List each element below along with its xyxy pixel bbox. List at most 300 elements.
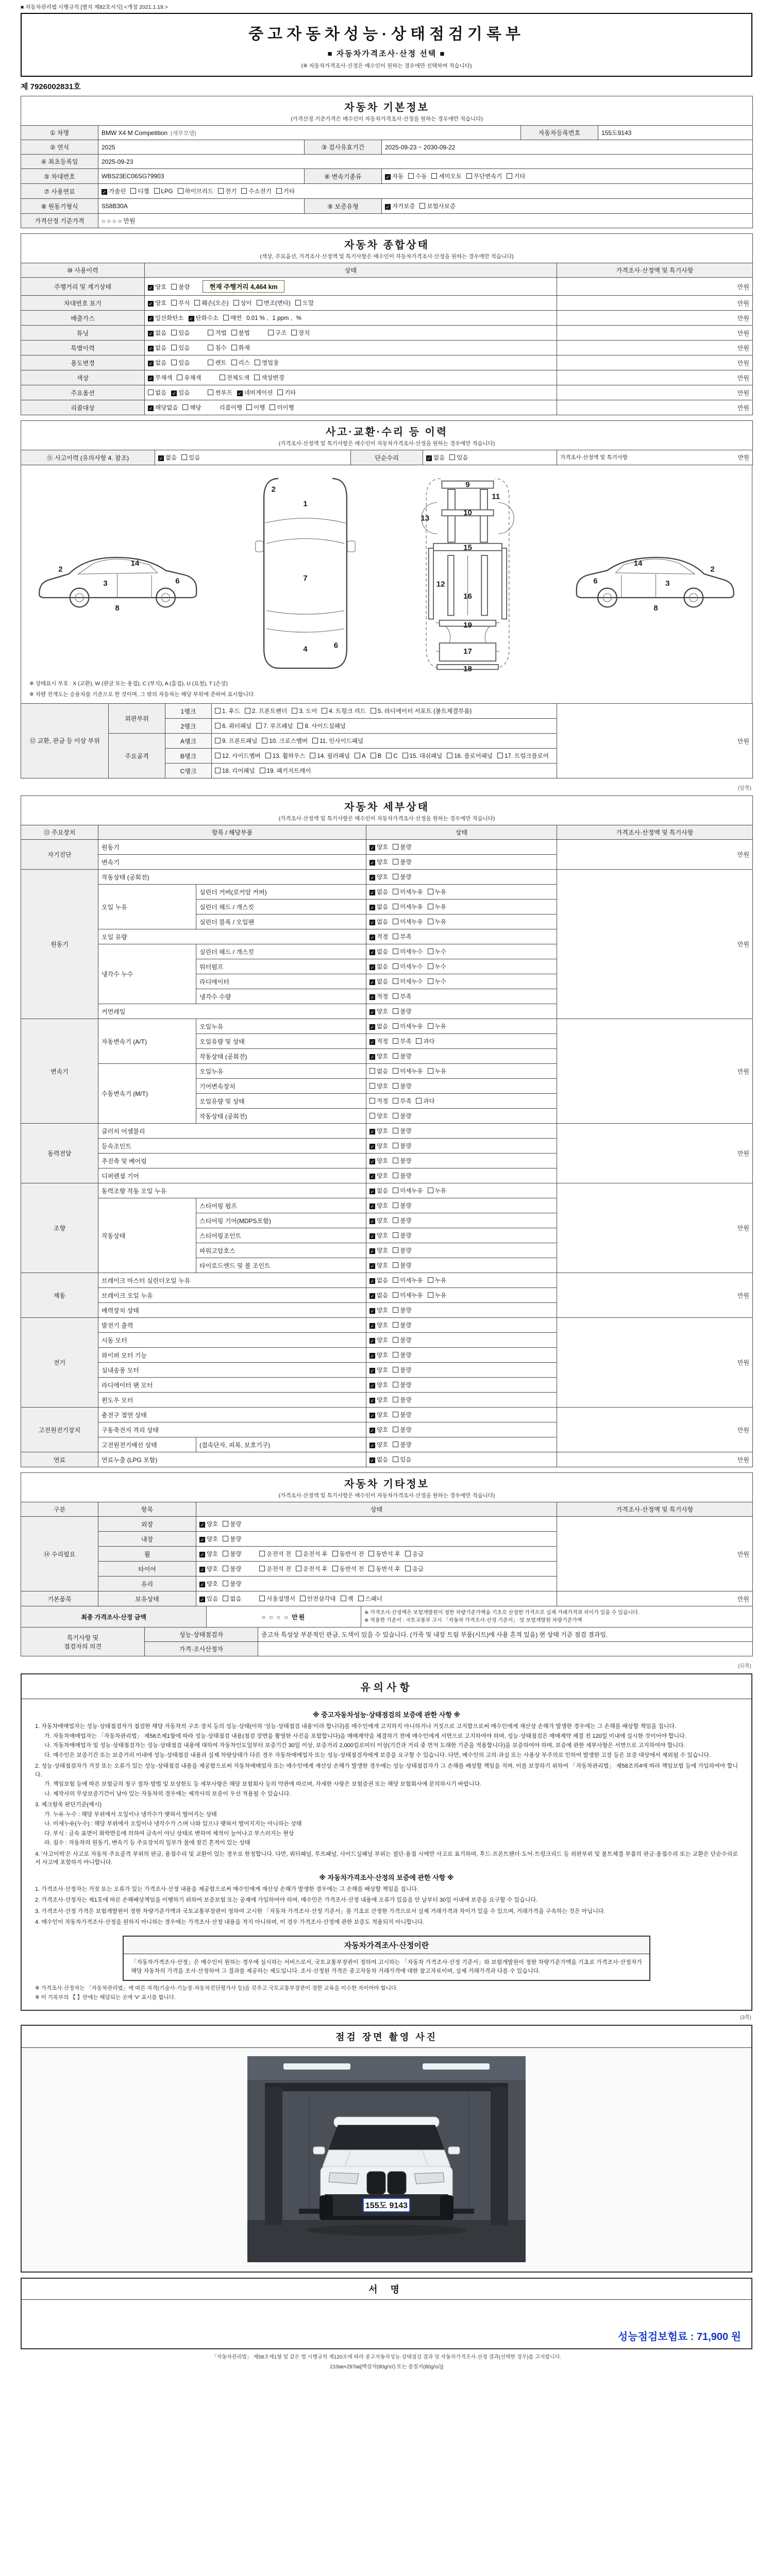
checkbox-checked-icon[interactable]: ✓: [370, 1129, 375, 1134]
checkbox-icon[interactable]: [428, 889, 433, 894]
checkbox-icon[interactable]: [208, 389, 213, 395]
checkbox-option[interactable]: [393, 1246, 411, 1255]
checkbox-option[interactable]: [369, 903, 388, 911]
checkbox-checked-icon[interactable]: ✓: [148, 361, 153, 366]
checkbox-option[interactable]: [369, 1052, 388, 1060]
checkbox-icon[interactable]: [393, 934, 398, 939]
checkbox-option[interactable]: [148, 329, 166, 337]
checkbox-option[interactable]: [393, 1022, 423, 1030]
checkbox-icon[interactable]: [310, 753, 315, 758]
checkbox-option[interactable]: [262, 737, 308, 745]
checkbox-option[interactable]: [449, 453, 468, 462]
checkbox-checked-icon[interactable]: ✓: [370, 1398, 375, 1403]
checkbox-icon[interactable]: [215, 723, 221, 728]
checkbox-option[interactable]: [393, 1007, 411, 1015]
checkbox-option[interactable]: [369, 1276, 388, 1284]
checkbox-option[interactable]: [393, 873, 411, 881]
checkbox-option[interactable]: [182, 403, 201, 412]
checkbox-option[interactable]: [393, 1216, 411, 1225]
checkbox-icon[interactable]: [393, 1143, 398, 1148]
checkbox-option[interactable]: [237, 388, 273, 397]
checkbox-icon[interactable]: [507, 173, 512, 179]
checkbox-option[interactable]: [428, 977, 446, 986]
checkbox-checked-icon[interactable]: ✓: [370, 1383, 375, 1388]
checkbox-option[interactable]: [199, 1550, 218, 1558]
checkbox-option[interactable]: [223, 1580, 241, 1588]
checkbox-icon[interactable]: [171, 360, 177, 365]
checkbox-icon[interactable]: [215, 768, 221, 773]
checkbox-checked-icon[interactable]: ✓: [148, 301, 153, 307]
checkbox-icon[interactable]: [231, 360, 237, 365]
checkbox-option[interactable]: [369, 1112, 388, 1120]
checkbox-icon[interactable]: [449, 454, 455, 460]
checkbox-icon[interactable]: [369, 1083, 375, 1089]
checkbox-option[interactable]: [393, 1201, 411, 1210]
checkbox-checked-icon[interactable]: ✓: [385, 175, 390, 180]
checkbox-option[interactable]: [393, 1321, 411, 1329]
checkbox-icon[interactable]: [393, 1442, 398, 1447]
checkbox-option[interactable]: [358, 1595, 382, 1603]
checkbox-option[interactable]: [368, 1550, 400, 1558]
checkbox-option[interactable]: [466, 172, 502, 180]
checkbox-checked-icon[interactable]: ✓: [370, 1458, 375, 1463]
checkbox-icon[interactable]: [393, 874, 398, 879]
checkbox-option[interactable]: [369, 1097, 388, 1105]
checkbox-icon[interactable]: [148, 389, 154, 395]
checkbox-checked-icon[interactable]: ✓: [370, 965, 375, 970]
checkbox-option[interactable]: [171, 299, 190, 307]
checkbox-option[interactable]: [393, 1411, 411, 1419]
checkbox-checked-icon[interactable]: ✓: [370, 995, 375, 1000]
checkbox-option[interactable]: [369, 1007, 388, 1015]
checkbox-option[interactable]: [310, 752, 350, 760]
checkbox-checked-icon[interactable]: ✓: [370, 845, 375, 851]
checkbox-option[interactable]: [246, 403, 265, 412]
checkbox-icon[interactable]: [223, 1521, 228, 1527]
checkbox-option[interactable]: [393, 1261, 411, 1269]
checkbox-checked-icon[interactable]: ✓: [370, 875, 375, 880]
checkbox-option[interactable]: [259, 1565, 291, 1573]
checkbox-option[interactable]: [428, 962, 446, 971]
checkbox-checked-icon[interactable]: ✓: [370, 1428, 375, 1433]
checkbox-checked-icon[interactable]: ✓: [370, 905, 375, 910]
checkbox-option[interactable]: [223, 1550, 241, 1558]
checkbox-option[interactable]: [102, 187, 126, 195]
checkbox-option[interactable]: [369, 1261, 388, 1269]
checkbox-icon[interactable]: [220, 375, 225, 380]
checkbox-icon[interactable]: [171, 330, 177, 335]
checkbox-option[interactable]: [181, 453, 200, 462]
checkbox-option[interactable]: [208, 344, 226, 352]
checkbox-checked-icon[interactable]: ✓: [172, 391, 176, 396]
checkbox-option[interactable]: [393, 1366, 411, 1374]
checkbox-icon[interactable]: [393, 859, 398, 865]
checkbox-option[interactable]: [393, 1097, 411, 1105]
checkbox-option[interactable]: [369, 962, 388, 971]
checkbox-icon[interactable]: [416, 1038, 422, 1044]
checkbox-icon[interactable]: [428, 978, 433, 984]
checkbox-checked-icon[interactable]: ✓: [370, 980, 375, 985]
checkbox-option[interactable]: [292, 707, 317, 715]
checkbox-option[interactable]: [405, 1550, 424, 1558]
checkbox-option[interactable]: [194, 299, 228, 307]
checkbox-option[interactable]: [208, 329, 226, 337]
checkbox-option[interactable]: [368, 1565, 400, 1573]
checkbox-icon[interactable]: [393, 844, 398, 850]
checkbox-option[interactable]: [254, 374, 284, 382]
checkbox-checked-icon[interactable]: ✓: [370, 1353, 375, 1359]
checkbox-icon[interactable]: [257, 300, 262, 306]
checkbox-option[interactable]: [371, 753, 382, 759]
checkbox-option[interactable]: [312, 737, 363, 745]
checkbox-option[interactable]: [369, 1426, 388, 1434]
checkbox-icon[interactable]: [256, 723, 262, 728]
checkbox-checked-icon[interactable]: ✓: [370, 1234, 375, 1239]
checkbox-checked-icon[interactable]: ✓: [370, 1279, 375, 1284]
checkbox-option[interactable]: [369, 947, 388, 956]
checkbox-icon[interactable]: [208, 330, 213, 335]
checkbox-icon[interactable]: [259, 1566, 265, 1571]
checkbox-option[interactable]: [199, 1520, 218, 1528]
checkbox-option[interactable]: [428, 1022, 446, 1030]
checkbox-icon[interactable]: [428, 904, 433, 909]
checkbox-checked-icon[interactable]: ✓: [148, 376, 153, 381]
checkbox-icon[interactable]: [393, 1038, 398, 1044]
checkbox-option[interactable]: [369, 1231, 388, 1240]
checkbox-option[interactable]: [177, 374, 201, 382]
checkbox-option[interactable]: [393, 1426, 411, 1434]
checkbox-icon[interactable]: [246, 404, 252, 410]
checkbox-icon[interactable]: [208, 360, 213, 365]
checkbox-option[interactable]: [148, 299, 166, 307]
checkbox-option[interactable]: [171, 329, 190, 337]
checkbox-icon[interactable]: [428, 919, 433, 924]
checkbox-checked-icon[interactable]: ✓: [200, 1537, 205, 1543]
checkbox-icon[interactable]: [215, 738, 221, 743]
checkbox-icon[interactable]: [223, 1536, 228, 1541]
checkbox-icon[interactable]: [393, 993, 398, 999]
checkbox-icon[interactable]: [194, 300, 200, 306]
checkbox-icon[interactable]: [393, 1188, 398, 1193]
checkbox-option[interactable]: [369, 1067, 388, 1075]
checkbox-icon[interactable]: [233, 300, 239, 306]
checkbox-checked-icon[interactable]: ✓: [148, 346, 153, 351]
checkbox-icon[interactable]: [393, 1352, 398, 1358]
checkbox-option[interactable]: [215, 722, 251, 730]
checkbox-icon[interactable]: [371, 753, 376, 758]
checkbox-icon[interactable]: [270, 404, 275, 410]
checkbox-icon[interactable]: [292, 708, 297, 714]
checkbox-option[interactable]: [369, 992, 388, 1001]
checkbox-icon[interactable]: [393, 1322, 398, 1328]
checkbox-checked-icon[interactable]: ✓: [370, 1159, 375, 1164]
checkbox-icon[interactable]: [265, 753, 271, 758]
checkbox-icon[interactable]: [181, 454, 187, 460]
checkbox-option[interactable]: [428, 918, 446, 926]
checkbox-option[interactable]: [393, 962, 423, 971]
checkbox-icon[interactable]: [368, 1551, 374, 1556]
checkbox-icon[interactable]: [393, 1128, 398, 1133]
checkbox-icon[interactable]: [393, 919, 398, 924]
checkbox-option[interactable]: [393, 1142, 411, 1150]
checkbox-icon[interactable]: [386, 753, 392, 758]
checkbox-checked-icon[interactable]: ✓: [370, 935, 375, 940]
checkbox-option[interactable]: [148, 359, 166, 367]
checkbox-icon[interactable]: [393, 1382, 398, 1387]
checkbox-option[interactable]: [393, 1037, 411, 1045]
checkbox-option[interactable]: [369, 1201, 388, 1210]
checkbox-icon[interactable]: [393, 1277, 398, 1283]
checkbox-option[interactable]: [393, 1455, 411, 1464]
checkbox-icon[interactable]: [223, 315, 229, 320]
checkbox-option[interactable]: [428, 947, 446, 956]
checkbox-option[interactable]: [393, 1127, 411, 1135]
checkbox-checked-icon[interactable]: ✓: [370, 860, 375, 866]
checkbox-option[interactable]: [255, 359, 279, 367]
checkbox-option[interactable]: [220, 374, 249, 382]
checkbox-icon[interactable]: [419, 203, 425, 209]
checkbox-icon[interactable]: [231, 330, 237, 335]
checkbox-checked-icon[interactable]: ✓: [200, 1582, 205, 1587]
checkbox-option[interactable]: [341, 1595, 354, 1603]
checkbox-option[interactable]: [419, 202, 456, 210]
checkbox-icon[interactable]: [268, 330, 274, 335]
checkbox-checked-icon[interactable]: ✓: [148, 285, 153, 291]
checkbox-icon[interactable]: [393, 1068, 398, 1074]
checkbox-icon[interactable]: [369, 1068, 375, 1074]
checkbox-icon[interactable]: [369, 1098, 375, 1104]
checkbox-checked-icon[interactable]: ✓: [370, 1025, 375, 1030]
checkbox-icon[interactable]: [393, 904, 398, 909]
checkbox-icon[interactable]: [497, 753, 503, 758]
checkbox-option[interactable]: [369, 1351, 388, 1359]
checkbox-option[interactable]: [257, 299, 291, 307]
checkbox-icon[interactable]: [171, 345, 177, 350]
checkbox-option[interactable]: [393, 933, 411, 941]
checkbox-icon[interactable]: [393, 889, 398, 894]
checkbox-icon[interactable]: [405, 1551, 411, 1556]
checkbox-option[interactable]: [393, 1440, 411, 1449]
checkbox-option[interactable]: [369, 1455, 388, 1464]
checkbox-option[interactable]: [223, 1565, 241, 1573]
checkbox-option[interactable]: [256, 722, 293, 730]
checkbox-option[interactable]: [369, 1246, 388, 1255]
checkbox-option[interactable]: [297, 722, 345, 730]
checkbox-checked-icon[interactable]: ✓: [370, 1055, 375, 1060]
checkbox-option[interactable]: [215, 737, 257, 745]
checkbox-icon[interactable]: [322, 708, 327, 714]
checkbox-option[interactable]: [369, 1336, 388, 1344]
checkbox-option[interactable]: [369, 918, 388, 926]
checkbox-icon[interactable]: [297, 723, 303, 728]
checkbox-option[interactable]: [428, 903, 446, 911]
checkbox-option[interactable]: [295, 299, 314, 307]
checkbox-icon[interactable]: [255, 360, 260, 365]
checkbox-option[interactable]: [428, 1067, 446, 1075]
checkbox-option[interactable]: [447, 752, 493, 760]
checkbox-option[interactable]: [393, 947, 423, 956]
checkbox-option[interactable]: [393, 1157, 411, 1165]
checkbox-option[interactable]: [408, 172, 427, 180]
checkbox-icon[interactable]: [393, 1427, 398, 1432]
checkbox-icon[interactable]: [428, 1068, 433, 1074]
checkbox-icon[interactable]: [277, 389, 283, 395]
checkbox-option[interactable]: [189, 314, 219, 322]
checkbox-option[interactable]: [276, 187, 295, 195]
checkbox-option[interactable]: [171, 344, 190, 352]
checkbox-icon[interactable]: [393, 1113, 398, 1118]
checkbox-option[interactable]: [233, 299, 252, 307]
checkbox-icon[interactable]: [428, 963, 433, 969]
checkbox-icon[interactable]: [259, 1596, 265, 1601]
checkbox-icon[interactable]: [296, 1566, 301, 1571]
checkbox-icon[interactable]: [393, 1412, 398, 1417]
checkbox-option[interactable]: [393, 1351, 411, 1359]
checkbox-icon[interactable]: [312, 738, 318, 743]
checkbox-icon[interactable]: [393, 1456, 398, 1462]
checkbox-option[interactable]: [332, 1565, 364, 1573]
checkbox-icon[interactable]: [291, 330, 297, 335]
checkbox-icon[interactable]: [393, 1247, 398, 1253]
checkbox-option[interactable]: [208, 359, 226, 367]
checkbox-option[interactable]: [369, 1127, 388, 1135]
checkbox-checked-icon[interactable]: ✓: [370, 1413, 375, 1418]
checkbox-checked-icon[interactable]: ✓: [370, 1294, 375, 1299]
checkbox-checked-icon[interactable]: ✓: [370, 1443, 375, 1448]
checkbox-option[interactable]: [393, 918, 423, 926]
checkbox-option[interactable]: [369, 1022, 388, 1030]
checkbox-option[interactable]: [385, 202, 415, 210]
checkbox-option[interactable]: [393, 977, 423, 986]
checkbox-option[interactable]: [265, 752, 306, 760]
checkbox-option[interactable]: [393, 1336, 411, 1344]
checkbox-option[interactable]: [218, 187, 237, 195]
checkbox-option[interactable]: [431, 172, 461, 180]
checkbox-option[interactable]: [369, 1157, 388, 1165]
checkbox-option[interactable]: [158, 453, 177, 462]
checkbox-option[interactable]: [393, 858, 411, 866]
checkbox-option[interactable]: [291, 329, 310, 337]
checkbox-icon[interactable]: [223, 1551, 228, 1556]
checkbox-option[interactable]: [369, 1291, 388, 1299]
checkbox-icon[interactable]: [393, 1217, 398, 1223]
checkbox-icon[interactable]: [130, 188, 136, 194]
checkbox-checked-icon[interactable]: ✓: [370, 1040, 375, 1045]
checkbox-option[interactable]: [296, 1550, 328, 1558]
checkbox-option[interactable]: [178, 187, 214, 195]
checkbox-icon[interactable]: [393, 1367, 398, 1372]
checkbox-option[interactable]: [260, 767, 311, 775]
checkbox-option[interactable]: [369, 1440, 388, 1449]
checkbox-option[interactable]: [416, 1097, 434, 1105]
checkbox-icon[interactable]: [428, 1292, 433, 1298]
checkbox-option[interactable]: [148, 388, 166, 397]
checkbox-option[interactable]: [270, 403, 294, 412]
checkbox-icon[interactable]: [393, 1173, 398, 1178]
checkbox-checked-icon[interactable]: ✓: [370, 1219, 375, 1224]
checkbox-option[interactable]: [300, 1595, 336, 1603]
checkbox-option[interactable]: [259, 1595, 295, 1603]
checkbox-option[interactable]: [393, 843, 411, 851]
checkbox-checked-icon[interactable]: ✓: [200, 1597, 205, 1602]
checkbox-option[interactable]: [223, 314, 242, 322]
checkbox-checked-icon[interactable]: ✓: [200, 1522, 205, 1528]
checkbox-option[interactable]: [148, 283, 166, 291]
checkbox-checked-icon[interactable]: ✓: [370, 1204, 375, 1209]
checkbox-option[interactable]: [497, 752, 549, 760]
checkbox-option[interactable]: [369, 1142, 388, 1150]
checkbox-option[interactable]: [369, 888, 388, 896]
checkbox-icon[interactable]: [428, 948, 433, 954]
checkbox-icon[interactable]: [332, 1551, 338, 1556]
checkbox-icon[interactable]: [393, 978, 398, 984]
checkbox-checked-icon[interactable]: ✓: [370, 1368, 375, 1374]
checkbox-option[interactable]: [369, 1366, 388, 1374]
checkbox-icon[interactable]: [295, 300, 301, 306]
checkbox-icon[interactable]: [254, 375, 260, 380]
checkbox-option[interactable]: [428, 1291, 446, 1299]
checkbox-option[interactable]: [426, 453, 445, 462]
checkbox-option[interactable]: [223, 1535, 241, 1543]
checkbox-icon[interactable]: [215, 753, 221, 758]
checkbox-icon[interactable]: [208, 345, 213, 350]
checkbox-icon[interactable]: [393, 1307, 398, 1313]
checkbox-option[interactable]: [148, 344, 166, 352]
checkbox-icon[interactable]: [393, 1053, 398, 1059]
checkbox-icon[interactable]: [393, 1337, 398, 1343]
checkbox-option[interactable]: [393, 1306, 411, 1314]
checkbox-icon[interactable]: [393, 1023, 398, 1029]
checkbox-option[interactable]: [369, 1082, 388, 1090]
checkbox-icon[interactable]: [369, 1113, 375, 1118]
checkbox-icon[interactable]: [231, 345, 237, 350]
checkbox-option[interactable]: [369, 1306, 388, 1314]
checkbox-option[interactable]: [199, 1595, 218, 1603]
checkbox-icon[interactable]: [393, 1008, 398, 1014]
checkbox-icon[interactable]: [355, 753, 360, 758]
checkbox-option[interactable]: [393, 1231, 411, 1240]
checkbox-icon[interactable]: [393, 1083, 398, 1089]
checkbox-checked-icon[interactable]: ✓: [370, 1144, 375, 1149]
checkbox-option[interactable]: [231, 359, 250, 367]
checkbox-option[interactable]: [402, 752, 443, 760]
checkbox-option[interactable]: [428, 888, 446, 896]
checkbox-icon[interactable]: [223, 1581, 228, 1586]
checkbox-option[interactable]: [171, 359, 190, 367]
checkbox-checked-icon[interactable]: ✓: [370, 1309, 375, 1314]
checkbox-option[interactable]: [369, 933, 388, 941]
checkbox-icon[interactable]: [428, 1188, 433, 1193]
checkbox-option[interactable]: [296, 1565, 328, 1573]
checkbox-checked-icon[interactable]: ✓: [159, 456, 163, 461]
checkbox-option[interactable]: [148, 403, 178, 412]
checkbox-checked-icon[interactable]: ✓: [370, 1249, 375, 1254]
checkbox-option[interactable]: [223, 1520, 241, 1528]
checkbox-option[interactable]: [268, 329, 287, 337]
checkbox-option[interactable]: [416, 1037, 434, 1045]
checkbox-icon[interactable]: [466, 173, 472, 179]
checkbox-option[interactable]: [393, 1172, 411, 1180]
checkbox-icon[interactable]: [393, 1397, 398, 1402]
checkbox-icon[interactable]: [177, 375, 182, 380]
checkbox-option[interactable]: [215, 707, 240, 715]
checkbox-option[interactable]: [369, 1396, 388, 1404]
checkbox-checked-icon[interactable]: ✓: [102, 190, 107, 195]
checkbox-option[interactable]: [215, 767, 255, 775]
checkbox-icon[interactable]: [393, 1202, 398, 1208]
checkbox-icon[interactable]: [300, 1596, 306, 1601]
checkbox-option[interactable]: [371, 707, 472, 715]
